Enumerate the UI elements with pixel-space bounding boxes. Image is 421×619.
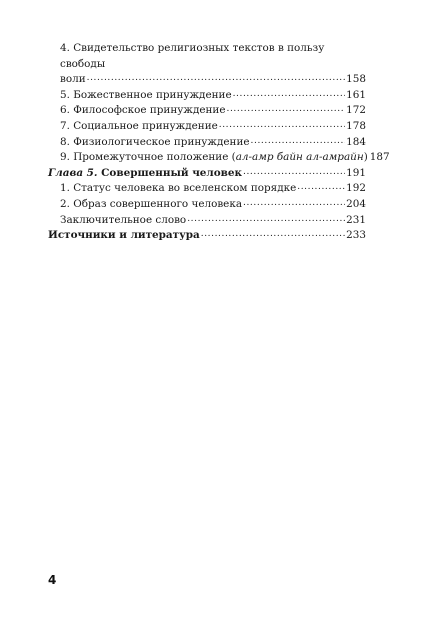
toc-page-number: 204 <box>346 197 366 210</box>
toc-entry-title: 2. Образ совершенного человека <box>60 197 243 210</box>
toc-entry-status-of-man[interactable] <box>48 181 366 197</box>
toc-leader-dots <box>219 120 345 130</box>
toc-page-number: 178 <box>346 119 366 132</box>
toc-entry-sources[interactable] <box>48 228 366 244</box>
toc-page-number: 172 <box>346 104 366 117</box>
toc-chapter-name: Совершенный человек <box>97 166 242 179</box>
toc-entry-title-line2: воли <box>60 73 86 86</box>
toc-leader-dots <box>243 198 345 208</box>
toc-leader-dots <box>243 167 345 177</box>
toc-entry-title-suffix: ) <box>363 151 368 164</box>
toc-entry-title: 7. Социальное принуждение <box>60 119 218 132</box>
toc-entry-title-prefix: 9. Промежуточное положение ( <box>60 151 236 164</box>
toc-chapter-title <box>48 166 242 182</box>
toc-page-number: 158 <box>346 73 366 86</box>
toc-leader-dots <box>297 182 345 192</box>
toc-entry-title-italic: ал-амр байн ал-амрайн <box>235 151 364 164</box>
toc-entry-closing-word[interactable] <box>48 213 366 229</box>
toc-leader-dots <box>187 214 345 224</box>
toc-entry-social-compulsion[interactable] <box>48 119 366 135</box>
toc-leader-dots <box>233 89 346 99</box>
toc-entry-divine-compulsion[interactable] <box>48 88 366 104</box>
toc-chapter-5[interactable] <box>48 166 366 182</box>
toc-page-number: 187 <box>369 151 390 164</box>
toc-page-number: 192 <box>346 182 366 195</box>
toc-leader-dots <box>87 73 346 83</box>
toc-leader-dots <box>251 136 346 146</box>
toc-entry-title: Заключительное слово <box>60 213 187 226</box>
table-of-contents <box>48 41 390 244</box>
toc-page-number: 161 <box>346 88 366 101</box>
toc-entry-title: 1. Статус человека во вселенском порядке <box>60 182 297 195</box>
toc-entry-intermediate-position[interactable] <box>48 150 390 166</box>
toc-entry-philosophical-compulsion[interactable] <box>48 103 366 119</box>
toc-leader-dots <box>227 104 346 114</box>
toc-entry-title <box>60 150 368 166</box>
page-number: 4 <box>48 573 57 587</box>
toc-entry-title: Источники и литература <box>48 229 200 242</box>
toc-entry-title: 5. Божественное принуждение <box>60 88 232 101</box>
toc-entry-title-line1: 4. Свидетельство религиозных текстов в пользу свободы <box>60 42 325 70</box>
toc-leader-dots <box>201 229 345 239</box>
toc-page-number: 191 <box>346 166 366 179</box>
toc-entry-title: 6. Философское принуждение <box>60 104 226 117</box>
toc-entry-religious-texts[interactable] <box>48 41 366 88</box>
toc-entry-image-of-perfect-man[interactable] <box>48 197 366 213</box>
toc-page-number: 233 <box>346 229 366 242</box>
toc-entry-physiological-compulsion[interactable] <box>48 135 366 151</box>
toc-entry-title: 8. Физиологическое принуждение <box>60 135 250 148</box>
toc-page-number: 231 <box>346 213 366 226</box>
toc-page-number: 184 <box>346 135 366 148</box>
toc-chapter-label: Глава 5. <box>48 166 98 179</box>
